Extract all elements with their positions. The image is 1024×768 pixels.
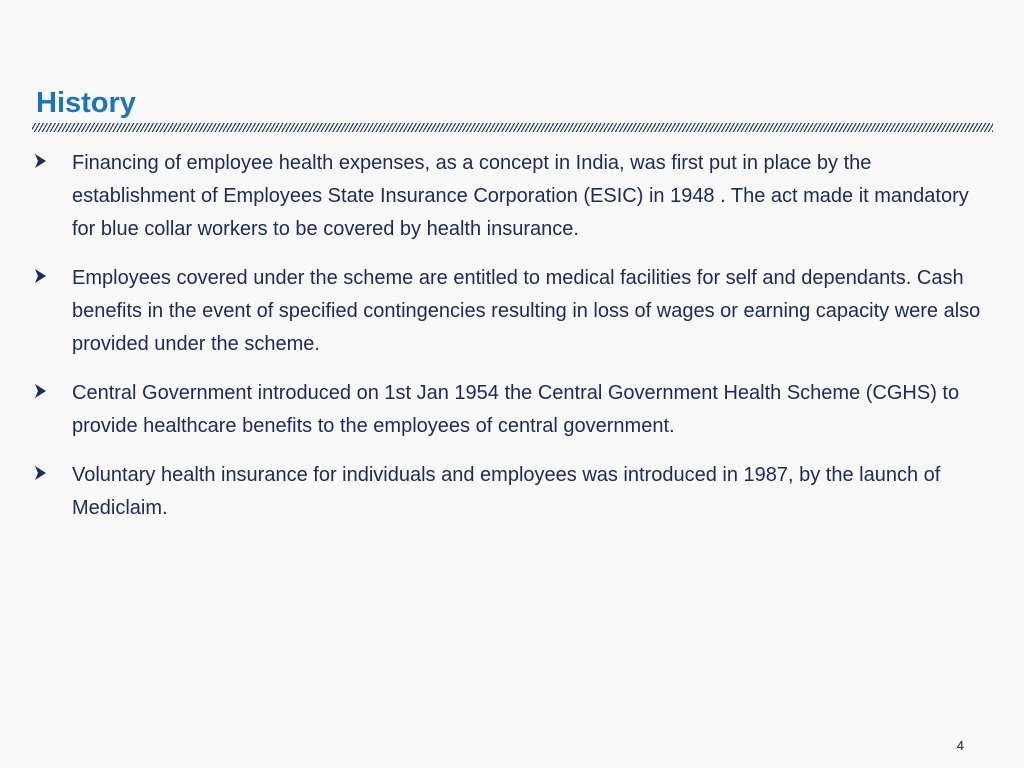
title-divider [32,123,993,132]
arrowhead-bullet-icon [32,153,48,169]
bullet-text: Employees covered under the scheme are entitled to medical facilities for self and dependants. Cash benefits in the event of specified contingencies resulting in loss of wages or earning capacity were also provided under the scheme. [72,267,981,355]
bullet-item [32,377,997,443]
slide-title: History [36,87,136,119]
bullet-text: Central Government introduced on 1st Jan 1954 the Central Government Health Scheme (CGHS) to provide healthcare benefits to the employees of central government. [72,382,960,437]
arrowhead-bullet-icon [32,465,48,481]
bullet-text: Voluntary health insurance for individuals and employees was introduced in 1987, by the launch of Mediclaim. [72,464,941,519]
bullet-item [32,147,997,246]
page-number: 4 [956,738,964,753]
bullet-list [32,147,997,541]
bullet-item [32,459,997,525]
arrowhead-bullet-icon [32,383,48,399]
bullet-text: Financing of employee health expenses, as a concept in India, was first put in place by the establishment of Employees State Insurance Corporation (ESIC) in 1948 . The act made it mandatory for blue collar workers to be covered by health insurance. [72,152,969,240]
arrowhead-bullet-icon [32,268,48,284]
bullet-item [32,262,997,361]
